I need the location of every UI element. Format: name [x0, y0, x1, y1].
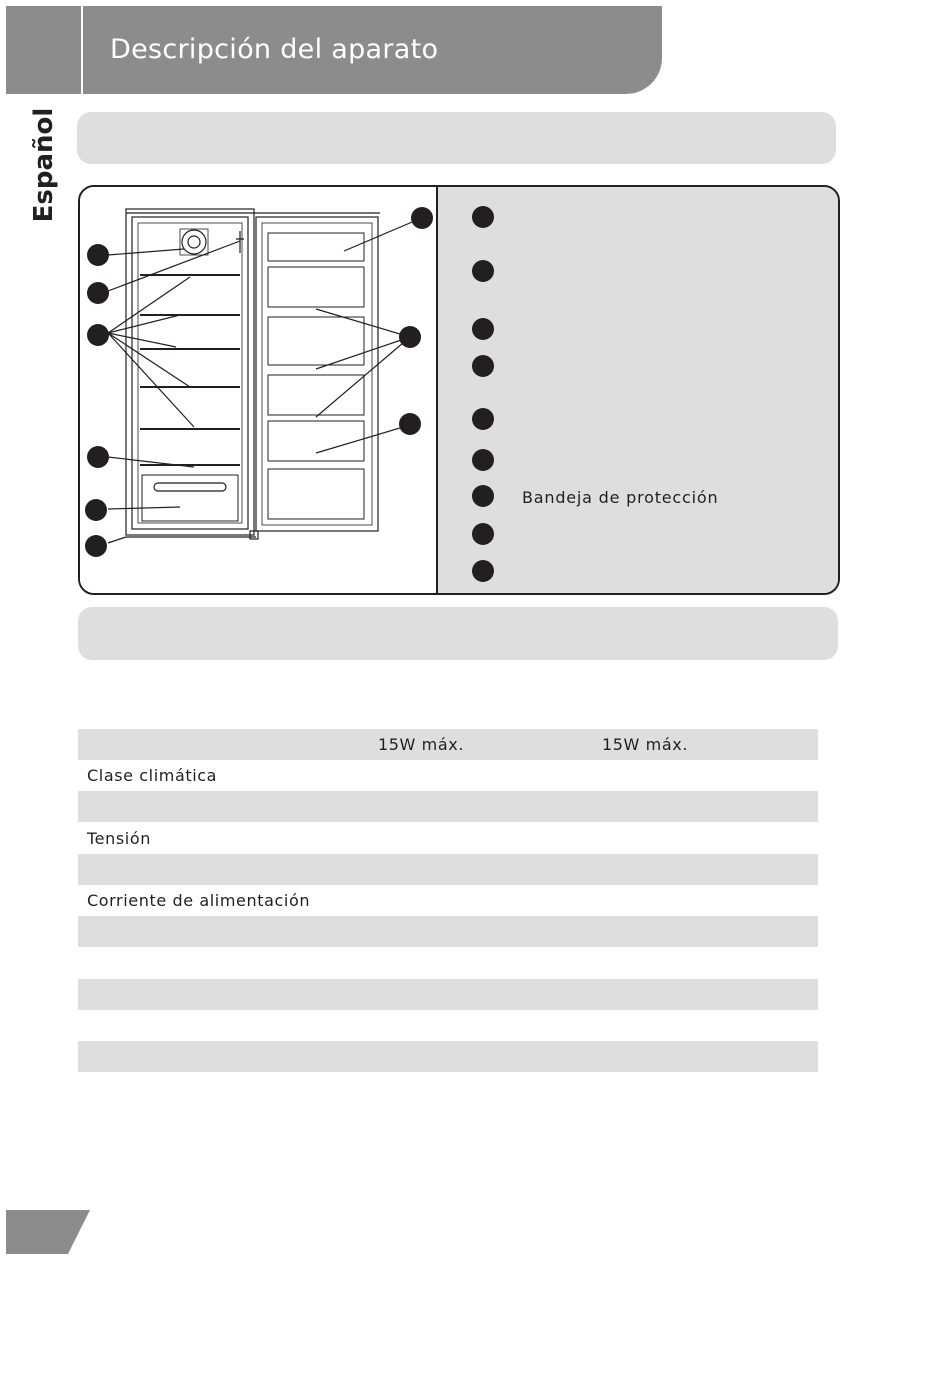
table-row — [78, 979, 818, 1010]
appliance-drawing — [80, 187, 436, 593]
table-row — [78, 916, 818, 947]
table-row — [78, 1041, 818, 1072]
legend-marker — [472, 523, 494, 545]
section-band-top — [77, 112, 836, 164]
header-bar — [6, 6, 662, 94]
spec-label: Corriente de alimentación — [87, 891, 311, 910]
legend-marker — [472, 449, 494, 471]
appliance-figure — [78, 185, 840, 595]
table-row — [78, 854, 818, 885]
legend-panel — [436, 187, 840, 593]
legend-marker — [472, 355, 494, 377]
appliance-drawing-panel — [80, 187, 436, 593]
spec-value: 15W máx. — [378, 735, 465, 754]
legend-marker — [472, 260, 494, 282]
legend-marker — [472, 318, 494, 340]
page-number-tab — [6, 1210, 90, 1254]
spec-label: Tensión — [87, 829, 151, 848]
legend-item: Bandeja de protección — [522, 488, 719, 507]
table-row — [78, 729, 818, 760]
table-row — [78, 885, 818, 916]
language-label: Español — [29, 107, 59, 223]
section-band-bottom — [78, 607, 838, 660]
page-title: Descripción del aparato — [110, 34, 439, 65]
header-divider — [81, 6, 83, 94]
language-tab — [28, 107, 60, 223]
table-row — [78, 791, 818, 822]
table-row — [78, 1010, 818, 1041]
legend-marker — [472, 408, 494, 430]
legend-marker — [472, 560, 494, 582]
spec-value: 15W máx. — [602, 735, 689, 754]
legend-marker — [472, 485, 494, 507]
table-row — [78, 823, 818, 854]
legend-marker — [472, 206, 494, 228]
spec-label: Clase climática — [87, 766, 218, 785]
table-row — [78, 760, 818, 791]
table-row — [78, 947, 818, 978]
